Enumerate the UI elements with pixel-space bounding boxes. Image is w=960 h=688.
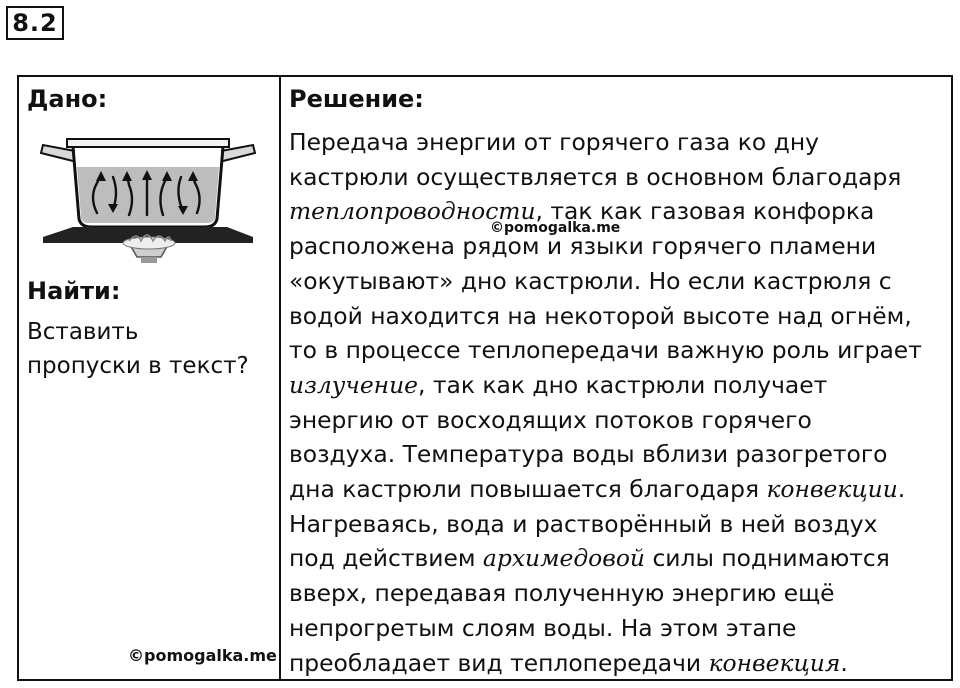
solution-text-segment: под действием	[289, 544, 483, 573]
find-line: пропуски в текст?	[27, 353, 249, 379]
solution-text-segment: расположена рядом и языки горячего пламени	[289, 232, 877, 261]
solution-text-segment: вверх, передавая полученную энергию ещё	[289, 579, 835, 608]
pot-on-burner-convection-icon	[37, 125, 259, 265]
solution-text-segment: .	[897, 475, 906, 504]
solution-text-segment: энергию от восходящих потоков горячего	[289, 405, 812, 434]
find-heading: Найти:	[27, 277, 121, 305]
solution-text-segment: то в процессе теплопередачи важную роль играет	[289, 336, 922, 365]
solution-line	[289, 437, 949, 472]
watermark: ©pomogalka.me	[128, 646, 277, 665]
solution-line	[289, 229, 949, 264]
solution-text-segment: воздуха. Температура воды вблизи разогретого	[289, 440, 888, 469]
solution-text-segment: , так как газовая конфорка	[535, 197, 875, 226]
watermark: ©pomogalka.me	[490, 220, 621, 236]
solution-line	[289, 194, 949, 229]
filled-term: конвекция	[708, 648, 841, 677]
solution-text-segment: преобладает вид теплопередачи	[289, 648, 709, 677]
solution-text-segment: Передача энергии от горячего газа ко дну	[289, 128, 819, 156]
solution-text-segment: непрогретым слоям воды. На этом этапе	[289, 613, 797, 642]
solution-text-segment: , так как дно кастрюли получает	[418, 370, 828, 399]
solution-text	[289, 125, 949, 680]
solution-line	[289, 541, 949, 576]
solution-line	[289, 507, 949, 542]
solution-line	[289, 646, 949, 681]
solution-line	[289, 403, 949, 438]
solution-line	[289, 472, 949, 507]
column-divider	[279, 77, 281, 679]
find-line: Вставить	[27, 319, 139, 345]
solution-text-segment: .	[840, 648, 848, 677]
solution-line	[289, 333, 949, 368]
task-number: 8.2	[6, 6, 64, 40]
filled-term: излучение	[289, 370, 418, 399]
solution-text-segment: водой находится на некоторой высоте над огнём,	[289, 301, 912, 330]
solution-text-segment: кастрюли осуществляется в основном благодаря	[289, 162, 902, 191]
given-heading: Дано:	[27, 85, 108, 113]
solution-heading: Решение:	[289, 85, 424, 113]
solution-text-segment: «окутывают» дно кастрюли. Но если кастрюля с	[289, 266, 892, 295]
find-text	[27, 315, 275, 383]
solution-table	[17, 75, 953, 681]
solution-line	[289, 125, 949, 160]
solution-text-segment: дна кастрюли повышается благодаря	[289, 475, 767, 504]
solution-line	[289, 299, 949, 334]
filled-term: конвекции	[766, 475, 898, 504]
solution-text-segment: Нагреваясь, вода и растворённый в ней воздух	[289, 509, 878, 538]
solution-line	[289, 611, 949, 646]
solution-line	[289, 160, 949, 195]
solution-text-segment: силы поднимаются	[645, 544, 890, 573]
filled-term: теплопроводности	[289, 197, 536, 226]
solution-line	[289, 368, 949, 403]
solution-line	[289, 576, 949, 611]
solution-line	[289, 264, 949, 299]
filled-term: архимедовой	[482, 544, 646, 573]
